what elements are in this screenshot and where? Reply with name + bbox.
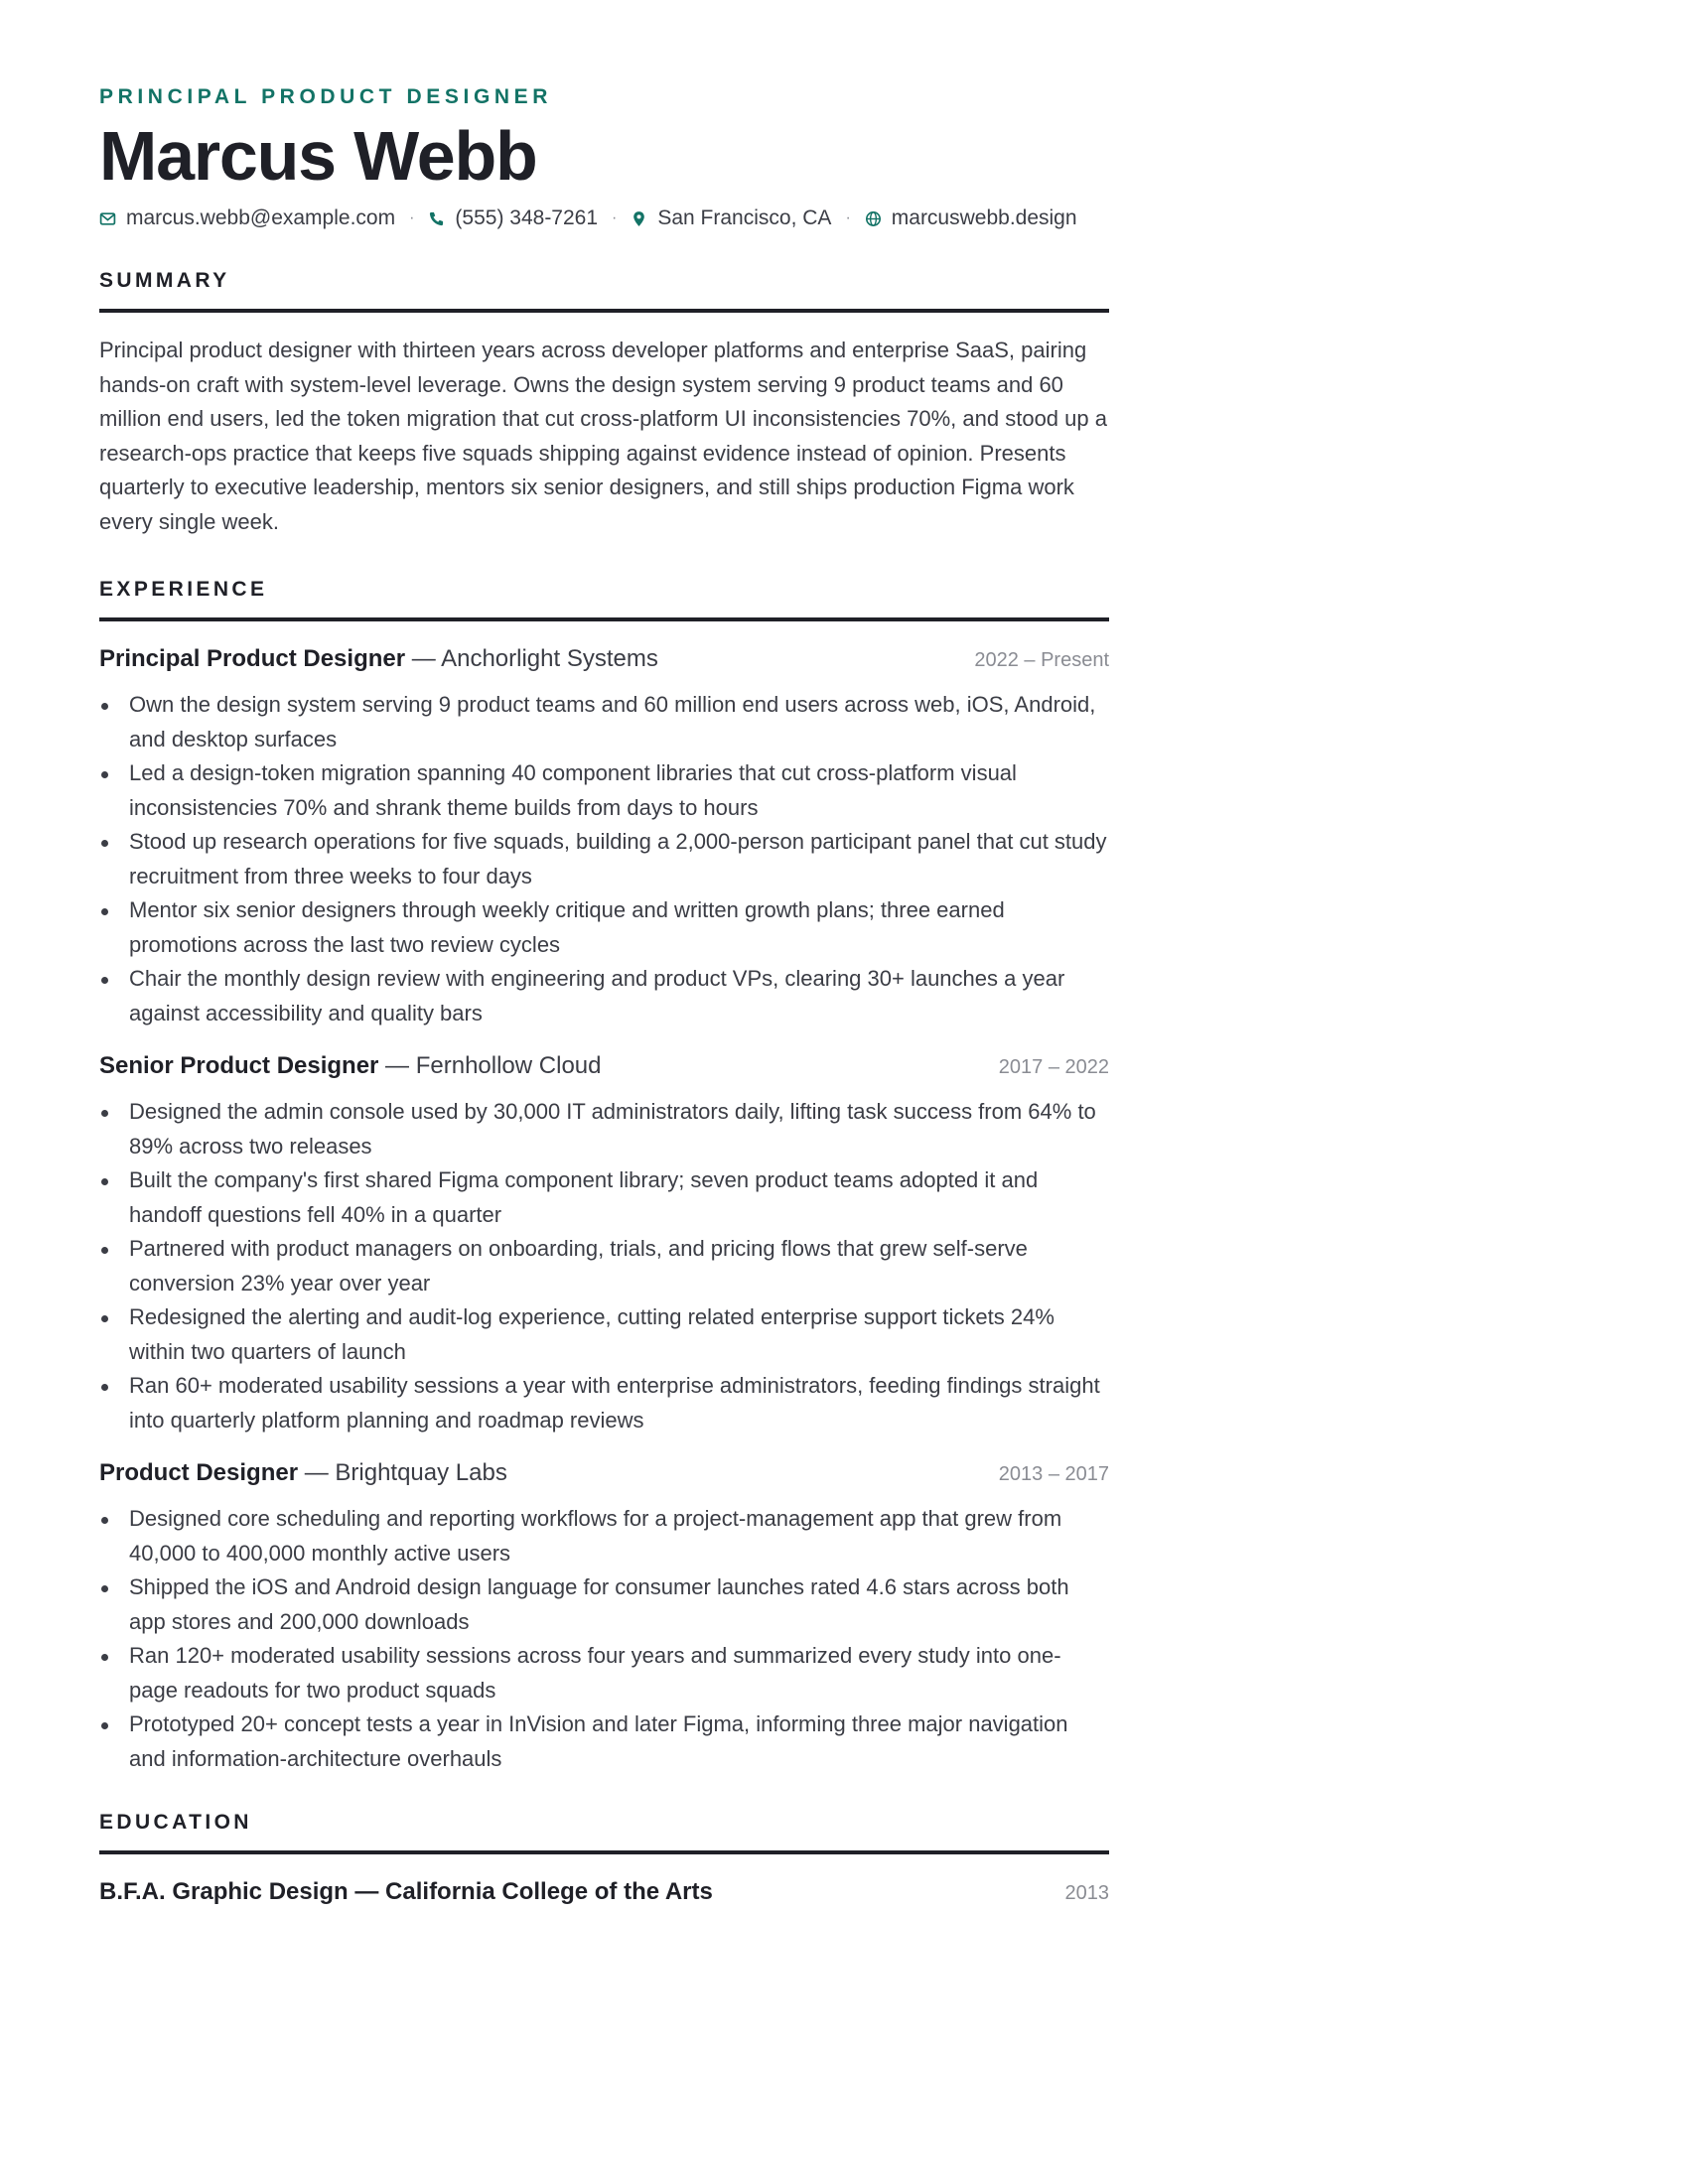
education-entry: [99, 1876, 1109, 1909]
list-item: Prototyped 20+ concept tests a year in InVision and later Figma, informing three major navigation and information-architecture overhauls: [99, 1707, 1109, 1776]
mail-icon: [99, 210, 116, 227]
location-pin-icon: [631, 210, 647, 227]
contact-location: [631, 205, 831, 232]
list-item: Ran 120+ moderated usability sessions across four years and summarized every study into one-page readouts for two product squads: [99, 1639, 1109, 1707]
job-bullets: [99, 1095, 1109, 1437]
job-entry: [99, 643, 1109, 1030]
job-company: — Anchorlight Systems: [405, 645, 658, 672]
list-item: Partnered with product managers on onboarding, trials, and pricing flows that grew self-serve conversion 23% year over year: [99, 1232, 1109, 1300]
separator: ·: [409, 209, 415, 226]
job-header: [99, 643, 1109, 676]
list-item: Redesigned the alerting and audit-log experience, cutting related enterprise support tickets 24% within two quarters of launch: [99, 1300, 1109, 1369]
globe-icon: [865, 210, 882, 227]
summary-section: [99, 268, 1109, 539]
list-item: Ran 60+ moderated usability sessions a year with enterprise administrators, feeding findings straight into quarterly platform planning and roadmap reviews: [99, 1369, 1109, 1437]
experience-section: [99, 577, 1109, 1776]
list-item: Stood up research operations for five squads, building a 2,000-person participant panel that cut study recruitment from three weeks to four days: [99, 825, 1109, 893]
job-entry: [99, 1457, 1109, 1776]
job-title-line: [99, 1457, 507, 1489]
education-year: 2013: [1064, 1882, 1109, 1904]
email-text: marcus.webb@example.com: [126, 206, 396, 229]
list-item: Shipped the iOS and Android design language for consumer launches rated 4.6 stars across both app stores and 200,000 downloads: [99, 1570, 1109, 1639]
job-entry: [99, 1050, 1109, 1437]
job-title-line: [99, 643, 658, 675]
list-item: Designed the admin console used by 30,000 IT administrators daily, lifting task success from 64% to 89% across two releases: [99, 1095, 1109, 1163]
summary-text: Principal product designer with thirteen years across developer platforms and enterprise SaaS, pairing hands-on craft with system-level leverage. Owns the design system serving 9 product teams and 60 million end users, led the token migration that cut cross-platform UI inconsistencies 70%, and stood up a research-ops practice that keeps five squads shipping against evidence instead of opinion. Presents quarterly to executive leadership, mentors six senior designers, and still ships production Figma work every single week.: [99, 338, 1107, 534]
section-title-education: EDUCATION: [99, 1810, 1109, 1854]
contact-email[interactable]: [99, 205, 395, 232]
education-section: [99, 1810, 1109, 1909]
job-dates: 2022 – Present: [974, 649, 1109, 671]
list-item: Led a design-token migration spanning 40 component libraries that cut cross-platform visual inconsistencies 70% and shrank theme builds from days to hours: [99, 756, 1109, 825]
job-role: Senior Product Designer: [99, 1052, 379, 1079]
resume-header: [99, 83, 1109, 232]
list-item: Own the design system serving 9 product teams and 60 million end users across web, iOS, Android, and desktop surfaces: [99, 688, 1109, 756]
resume-page: [99, 83, 1109, 1909]
job-dates: 2013 – 2017: [998, 1463, 1109, 1485]
list-item: Built the company's first shared Figma component library; seven product teams adopted it and handoff questions fell 40% in a quarter: [99, 1163, 1109, 1232]
candidate-name: Marcus Webb: [99, 117, 537, 195]
job-header: [99, 1050, 1109, 1083]
job-bullets: [99, 1502, 1109, 1776]
website-text: marcuswebb.design: [891, 206, 1077, 229]
contact-website[interactable]: [865, 205, 1077, 232]
section-title-summary: SUMMARY: [99, 268, 1109, 313]
phone-text: (555) 348-7261: [455, 206, 599, 229]
headline-title: PRINCIPAL PRODUCT DESIGNER: [99, 85, 553, 108]
job-role: Product Designer: [99, 1459, 299, 1486]
job-company: — Fernhollow Cloud: [378, 1052, 602, 1079]
job-header: [99, 1457, 1109, 1490]
contact-line: [99, 205, 1109, 232]
location-text: San Francisco, CA: [657, 206, 832, 229]
job-title-line: [99, 1050, 602, 1082]
contact-phone[interactable]: [428, 205, 598, 232]
separator: ·: [612, 209, 618, 226]
job-company: — Brightquay Labs: [298, 1459, 507, 1486]
section-title-experience: EXPERIENCE: [99, 577, 1109, 621]
list-item: Chair the monthly design review with engineering and product VPs, clearing 30+ launches a year against accessibility and quality bars: [99, 962, 1109, 1030]
job-dates: 2017 – 2022: [998, 1056, 1109, 1078]
job-bullets: [99, 688, 1109, 1030]
separator: ·: [845, 209, 851, 226]
list-item: Designed core scheduling and reporting workflows for a project-management app that grew from 40,000 to 400,000 monthly active users: [99, 1502, 1109, 1570]
education-degree: B.F.A. Graphic Design — California College of the Arts: [99, 1878, 713, 1905]
list-item: Mentor six senior designers through weekly critique and written growth plans; three earned promotions across the last two review cycles: [99, 893, 1109, 962]
phone-icon: [428, 210, 445, 227]
job-role: Principal Product Designer: [99, 645, 406, 672]
